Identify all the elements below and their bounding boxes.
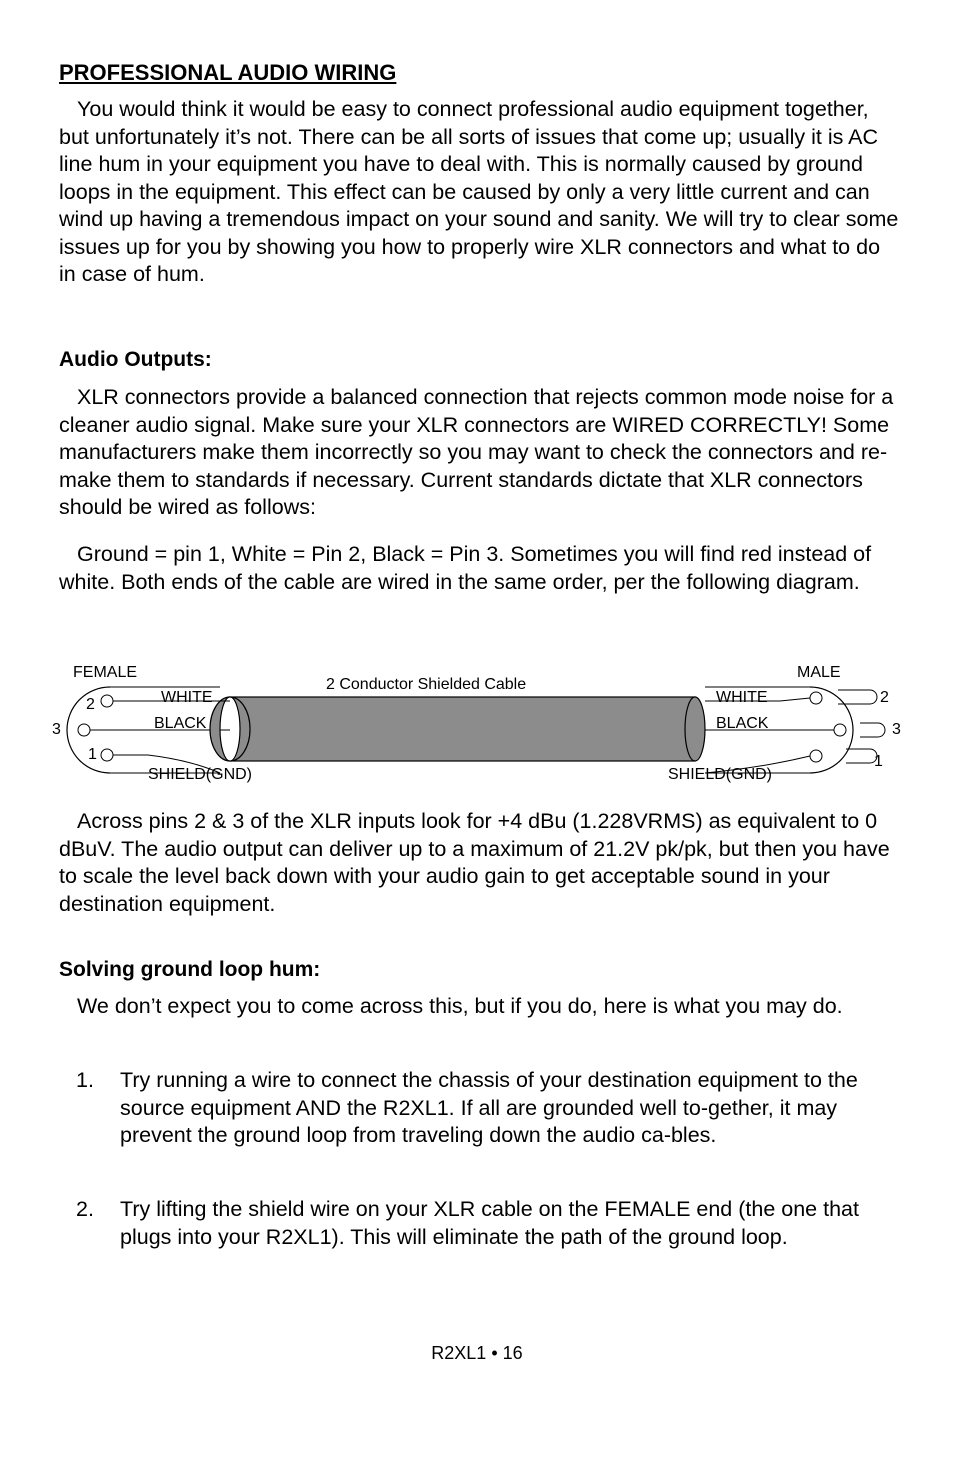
female-pin-1-label: 1	[88, 746, 97, 763]
cable-label: 2 Conductor Shielded Cable	[326, 676, 527, 693]
page-footer	[0, 1343, 954, 1364]
xlr-wiring-diagram	[40, 650, 920, 790]
female-white-label: WHITE	[161, 689, 213, 706]
list-item-number: 1.	[76, 1068, 94, 1092]
male-pin-3	[834, 724, 846, 736]
footer-page-number: 16	[502, 1343, 523, 1363]
male-shield-label: SHIELD(GND)	[668, 766, 773, 783]
male-white-label: WHITE	[716, 689, 768, 706]
intro-paragraph: You would think it would be easy to connect professional audio equipment together, but unfortunately it’s not. There can be all sorts of issues that come up; usually it is AC line hum in your equipment you have to deal with. This is normally caused by ground loops in the equipment. This effect can be caused by only a very little current and can wind up having a tremendous impact on your sound and sanity. We will try to clear some issues up for you by showing you how to properly wire XLR connectors and what to do in case of hum.	[59, 97, 899, 286]
male-pin-1-label: 1	[874, 753, 883, 770]
male-pin-2-label: 2	[880, 689, 889, 706]
male-label: MALE	[797, 664, 841, 681]
list-item-text: Try running a wire to connect the chassis of your destination equipment to the source equipment AND the R2XL1. If all are grounded well to-gether, it may prevent the ground loop from traveling down the audio ca-bles.	[120, 1068, 858, 1147]
audio-outputs-paragraph-1: XLR connectors provide a balanced connection that rejects common mode noise for a cleaner audio signal. Make sure your XLR connectors are WIRED CORRECTLY! Some manufacturers make them incorrectly so you may want to check the connectors and re-make them to standards if necessary. Current standards dictate that XLR connectors should be wired as follows:	[59, 385, 894, 519]
female-label: FEMALE	[73, 664, 138, 681]
female-pin-3	[78, 724, 90, 736]
list-item-number: 2.	[76, 1197, 94, 1221]
list-item-text: Try lifting the shield wire on your XLR cable on the FEMALE end (the one that plugs into your R2XL1). This will eliminate the path of the ground loop.	[120, 1197, 859, 1249]
audio-outputs-heading: Audio Outputs:	[59, 348, 212, 371]
female-pin-2	[101, 695, 113, 707]
female-pin-1	[101, 749, 113, 761]
levels-paragraph: Across pins 2 & 3 of the XLR inputs look for +4 dBu (1.228VRMS) as equivalent to 0 dBuV. The audio output can deliver up to a maximum of 21.2V pk/pk, but then you have to scale the level back down with your audio gain to get acceptable sound in your destination equipment.	[59, 809, 890, 916]
ground-loop-heading: Solving ground loop hum:	[59, 958, 321, 981]
female-pin-2-label: 2	[86, 696, 95, 713]
shielded-cable	[210, 697, 780, 761]
male-pin-2	[810, 692, 822, 704]
male-pin-1	[810, 750, 822, 762]
footer-bullet: •	[491, 1343, 498, 1363]
female-black-label: BLACK	[154, 715, 207, 732]
footer-model: R2XL1	[431, 1343, 487, 1363]
ground-loop-intro: We don’t expect you to come across this, but if you do, here is what you may do.	[77, 994, 843, 1018]
page-title: PROFESSIONAL AUDIO WIRING	[59, 60, 397, 85]
audio-outputs-paragraph-2: Ground = pin 1, White = Pin 2, Black = Pin 3. Sometimes you will find red instead of white. Both ends of the cable are wired in the same order, per the following diagram.	[59, 542, 872, 594]
female-pin-3-label: 3	[52, 721, 61, 738]
male-black-label: BLACK	[716, 715, 769, 732]
male-pin-3-label: 3	[892, 721, 901, 738]
female-shield-label: SHIELD(GND)	[148, 766, 253, 783]
